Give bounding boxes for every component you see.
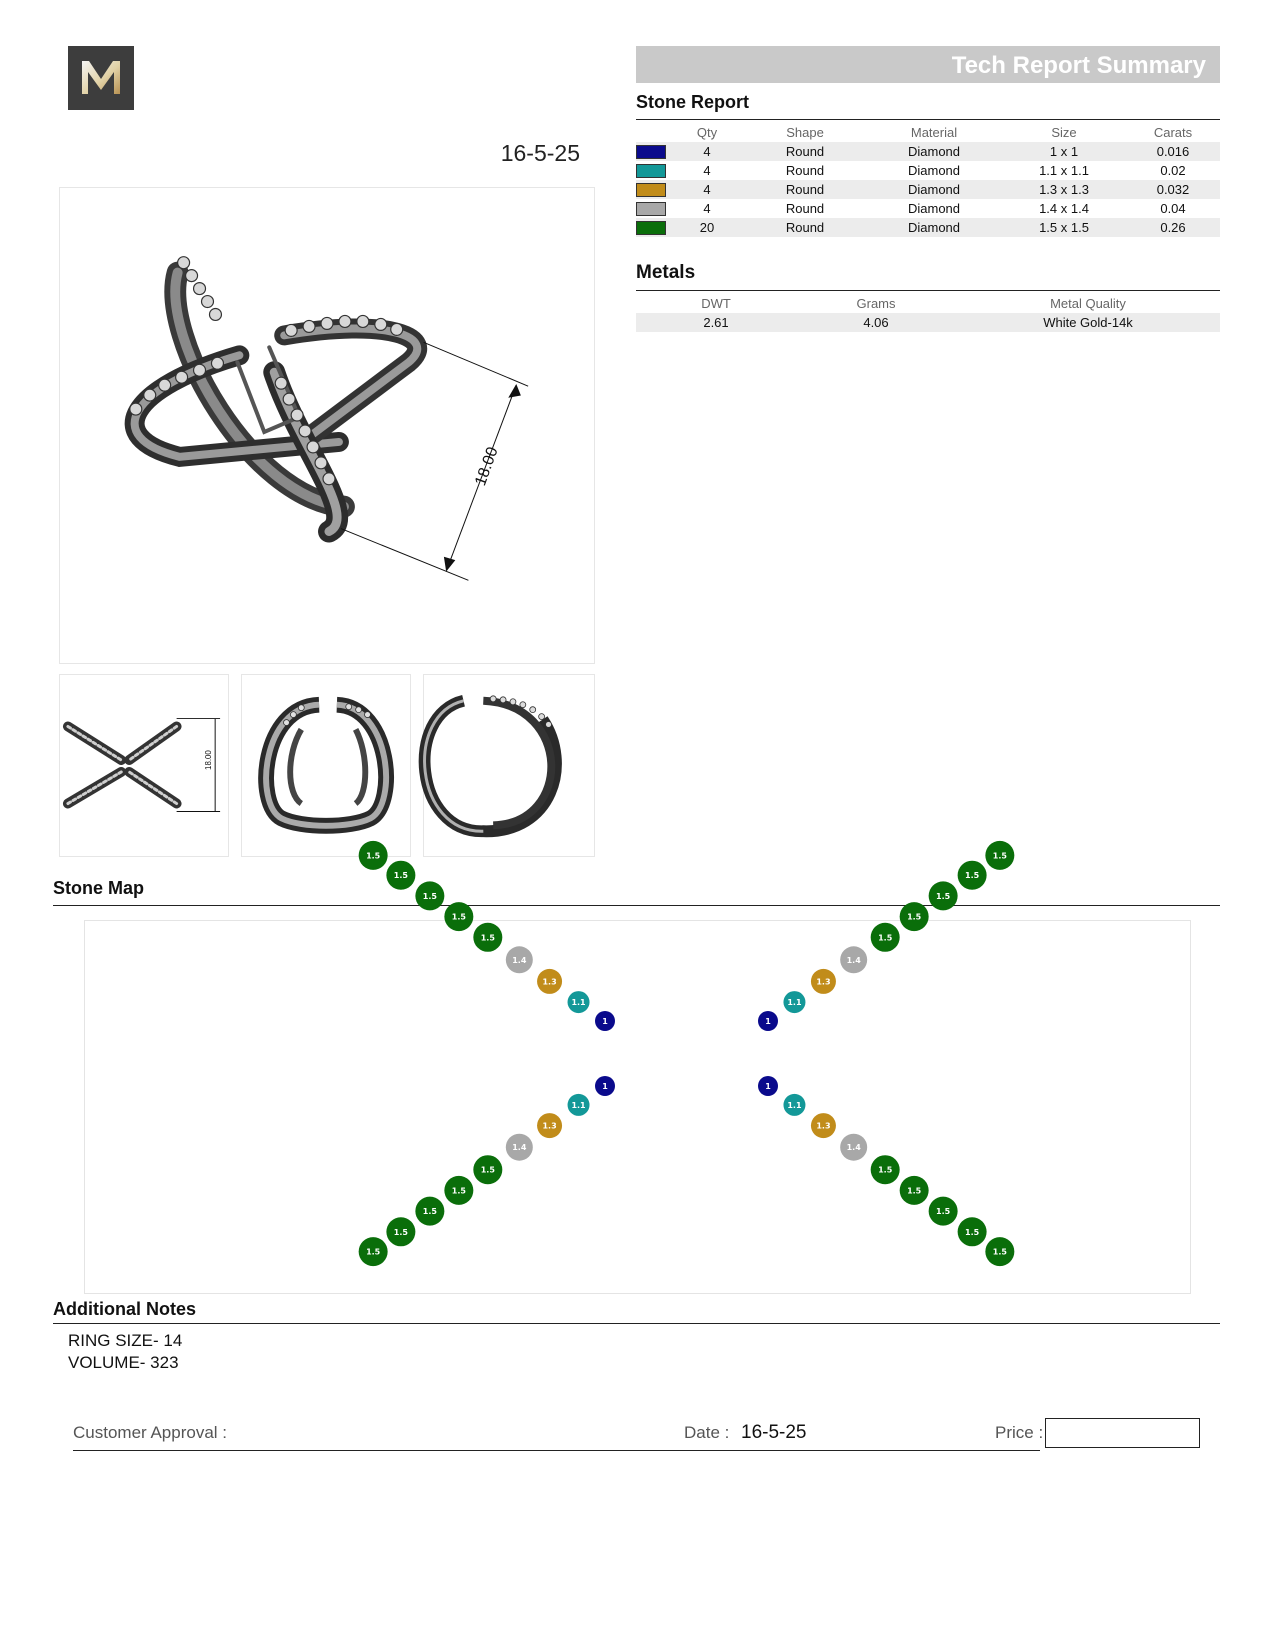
main-dimension-label: 18.00 [472, 444, 502, 489]
stone-size-label: 1.1 [571, 1100, 586, 1110]
stone-carats: 0.016 [1126, 142, 1220, 161]
stone-row-1.4x1.4 [636, 199, 1220, 218]
stone-size-label: 1.3 [816, 977, 831, 987]
stone-size-label: 1.5 [451, 1186, 466, 1196]
stone-material: Diamond [866, 142, 1002, 161]
stone-size-label: 1.5 [992, 1247, 1007, 1257]
ring-side-view [423, 674, 595, 857]
stone-size-label: 1.4 [846, 1143, 861, 1153]
stone-size-label: 1.1 [571, 998, 586, 1008]
metal-dwt: 2.61 [636, 313, 796, 332]
metals-rule [636, 290, 1220, 291]
stone-size-label: 1.5 [965, 1227, 980, 1237]
stone-size-label: 1.5 [878, 933, 893, 943]
top-dimension-label: 18.00 [204, 750, 214, 770]
stone-size-label: 1 [765, 1082, 771, 1091]
stone-size-label: 1.5 [366, 1247, 381, 1257]
stone-material: Diamond [866, 218, 1002, 237]
metals-table [636, 293, 1220, 332]
company-logo [68, 46, 134, 110]
stone-report-rule [636, 119, 1220, 120]
stone-shape: Round [744, 142, 866, 161]
stone-size-label: 1.4 [846, 955, 861, 965]
stone-size-label: 1.5 [992, 851, 1007, 861]
stone-qty: 4 [670, 180, 744, 199]
customer-approval-label: Customer Approval : [73, 1423, 228, 1442]
note-volume: VOLUME- 323 [68, 1353, 179, 1372]
stone-row-1x1 [636, 142, 1220, 161]
col-metal-quality: Metal Quality [1050, 295, 1126, 311]
job-date: 16-5-25 [500, 140, 580, 166]
stone-size-label: 1.4 [512, 1143, 527, 1153]
stone-color-swatch [636, 202, 666, 216]
col-dwt: DWT [701, 295, 731, 311]
approval-date-value: 16-5-25 [741, 1422, 807, 1443]
col-size: Size [1051, 124, 1077, 140]
stone-size-label: 1.5 [393, 871, 408, 881]
stone-size-label: 1.5 [965, 871, 980, 881]
stone-size-label: 1.3 [542, 1121, 557, 1131]
price-input-box[interactable] [1045, 1418, 1200, 1448]
stone-row-1.1x1.1 [636, 161, 1220, 180]
stone-size: 1.5 x 1.5 [1002, 218, 1126, 237]
stone-size-label: 1.5 [480, 1165, 495, 1175]
metals-title: Metals [636, 262, 696, 283]
stone-shape: Round [785, 163, 825, 178]
stone-shape: Round [744, 180, 866, 199]
stone-size-label: 1.5 [936, 1207, 951, 1217]
metal-quality: White Gold-14k [956, 313, 1220, 332]
stone-size-label: 1.5 [907, 1186, 922, 1196]
stone-size-label: 1.1 [787, 998, 802, 1008]
stone-color-swatch [636, 145, 666, 159]
stone-report-table [636, 122, 1220, 237]
stone-report-title: Stone Report [636, 92, 750, 112]
stone-carats: 0.04 [1160, 201, 1186, 216]
stone-row-1.5x1.5 [636, 218, 1220, 237]
stone-shape: Round [744, 218, 866, 237]
stone-size-label: 1.5 [422, 891, 437, 901]
stone-row-1.3x1.3 [636, 180, 1220, 199]
metals-row [636, 313, 1220, 332]
stone-qty: 4 [670, 142, 744, 161]
metal-grams: 4.06 [796, 313, 956, 332]
stone-material: Diamond [866, 180, 1002, 199]
col-material: Material [910, 124, 958, 140]
stone-size-label: 1.5 [878, 1165, 893, 1175]
stone-size-label: 1 [602, 1017, 608, 1026]
stone-material: Diamond [907, 201, 961, 216]
approval-signature-line [73, 1450, 1040, 1451]
stone-size-label: 1.5 [451, 912, 466, 922]
ring-front-view [241, 674, 411, 857]
col-color [636, 122, 670, 142]
notes-title: Additional Notes [53, 1299, 196, 1319]
stone-qty: 20 [670, 218, 744, 237]
stone-color-swatch [636, 164, 666, 178]
price-label: Price : [995, 1423, 1044, 1442]
stone-material: Diamond [907, 163, 961, 178]
report-title-banner: Tech Report Summary [636, 46, 1220, 83]
stone-map-rule [53, 905, 1220, 906]
ring-top-view [59, 674, 229, 857]
stone-size-label: 1.5 [366, 851, 381, 861]
notes-rule [53, 1323, 1220, 1324]
stone-carats: 0.02 [1160, 163, 1186, 178]
col-shape: Shape [786, 124, 824, 140]
approval-date-label: Date : [684, 1423, 730, 1442]
stone-size: 1.1 x 1.1 [1039, 163, 1089, 178]
stone-size-label: 1 [602, 1082, 608, 1091]
stone-size-label: 1.5 [393, 1227, 408, 1237]
stone-size: 1 x 1 [1002, 142, 1126, 161]
stone-size: 1.4 x 1.4 [1039, 201, 1089, 216]
ring-main-render [59, 187, 595, 664]
stone-table-header [636, 122, 1220, 142]
col-grams: Grams [856, 295, 896, 311]
stone-size-label: 1.5 [422, 1207, 437, 1217]
note-ring-size: RING SIZE- 14 [68, 1331, 183, 1350]
stone-size-label: 1.1 [787, 1100, 802, 1110]
stone-carats: 0.032 [1126, 180, 1220, 199]
stone-carats: 0.26 [1126, 218, 1220, 237]
stone-size-label: 1.3 [542, 977, 557, 987]
stone-size-label: 1.5 [936, 891, 951, 901]
metals-table-header [636, 293, 1220, 313]
stone-color-swatch [636, 183, 666, 197]
stone-qty: 4 [703, 201, 711, 216]
stone-color-swatch [636, 221, 666, 235]
stone-size-label: 1.4 [512, 955, 527, 965]
stone-size-label: 1 [765, 1017, 771, 1026]
stone-size-label: 1.3 [816, 1121, 831, 1131]
col-qty: Qty [696, 124, 718, 140]
stone-size: 1.3 x 1.3 [1002, 180, 1126, 199]
stone-qty: 4 [703, 163, 711, 178]
col-carats: Carats [1153, 124, 1193, 140]
stone-map-title: Stone Map [53, 878, 145, 898]
stone-size-label: 1.5 [907, 912, 922, 922]
stone-size-label: 1.5 [480, 933, 495, 943]
stone-shape: Round [785, 201, 825, 216]
